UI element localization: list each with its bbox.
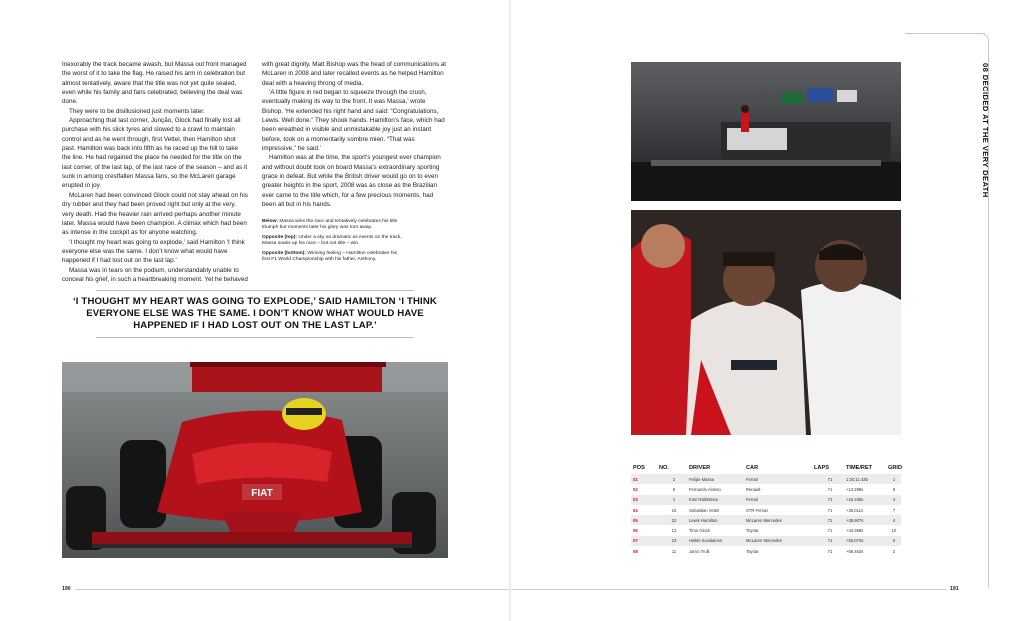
car-sponsor-text: FIAT — [251, 488, 273, 499]
cell-driver: Timo Glock — [689, 528, 711, 534]
cell-car: Toyota — [746, 548, 759, 554]
caption-label: Opposite (bottom): — [262, 250, 307, 256]
table-row — [631, 515, 901, 525]
caption-text: Under a sky as dramatic as events on the track, Massa soaks up his race – but not title – win. — [262, 234, 402, 247]
page-number-left: 190 — [62, 586, 71, 592]
race-results-table — [631, 462, 901, 556]
body-paragraph: Approaching that last corner, Junção, Glock had finally lost all purchase with his slick tyres and slowed to a crawl to maintain control and as he went through, first Vettel, then Hamilton shot past. Hamilton was back into fifth as he raced up the hill to take the line. He had regained the place he needed for the title on the last corner, of the last lap, of the last race of the season – and as it sunk in among crestfallen Massa fans, so the McLaren garage erupted in joy. — [62, 117, 248, 190]
body-paragraph: with great dignity. Matt Bishop was the head of communications at McLaren in 2008 and later recalled events as he helped Hamilton deal with a heaving throng of media. — [262, 61, 446, 87]
cell-laps: 71 — [827, 528, 833, 534]
footer-rule-left — [75, 589, 508, 590]
body-paragraph: Massa was in tears on the podium, understandably unable to conceal his grief, in such a heartbreaking moment. Yet he behaved — [62, 266, 248, 283]
table-row — [631, 505, 901, 515]
cell-car: Ferrari — [746, 497, 759, 503]
cell-pos: 06 — [633, 528, 638, 534]
cell-no: 12 — [671, 528, 677, 534]
caption-below — [262, 219, 402, 232]
cell-grid: 2 — [892, 548, 896, 554]
page-number-right: 191 — [950, 586, 959, 592]
body-paragraph: They were to be disillusioned just moments later. — [69, 107, 205, 115]
cell-pos: 04 — [633, 507, 638, 513]
cell-grid: 6 — [892, 486, 896, 492]
cell-laps: 71 — [827, 507, 833, 513]
cell-time: 1:34:11.435 — [846, 476, 868, 482]
celebration-photo — [631, 210, 901, 435]
caption-opposite-bottom — [262, 251, 402, 264]
cell-car: Ferrari — [746, 476, 759, 482]
body-paragraph: ‘A little figure in red began to squeeze through the crush, eventually making its way to the front. It was Massa,’ wrote Bishop. ‘He extended his right hand and said: “Congratulations, Lewis. Well done.” They shook hands. Hamilton’s face, which had been wreathed in visible and unmistakable joy just an instant before, took on a momentarily sombre mien. “That was impressive,” he said.’ — [262, 89, 445, 153]
pull-quote: ‘I THOUGHT MY HEART WAS GOING TO EXPLODE,’ SAID HAMILTON ‘I THINK EVERYONE ELSE WAS THE SAME. I DON’T KNOW WHAT WOULD HAVE HAPPENED IF I HAD LOST OUT ON THE LAST LAP.’ — [72, 296, 438, 332]
cell-grid: 5 — [892, 538, 896, 544]
cell-no: 22 — [671, 517, 677, 523]
table-row — [631, 474, 901, 484]
cell-car: Renault — [746, 486, 761, 492]
cell-no: 11 — [671, 548, 677, 554]
cell-no: 23 — [671, 538, 677, 544]
cell-time: +55.074s — [846, 538, 864, 544]
cell-driver: Fernando Alonso — [689, 486, 721, 492]
cell-time: +68.463s — [846, 548, 864, 554]
table-row — [631, 495, 901, 505]
cell-car: McLaren Mercedes — [746, 517, 782, 523]
cell-driver: Jarno Trulli — [689, 548, 710, 554]
cell-pos: 05 — [633, 517, 638, 523]
caption-text: Massa wins the race and tentatively celebrates his title triumph but moments later his glory was torn away. — [262, 219, 398, 231]
body-paragraph: Hamilton was at the time, the sport’s youngest ever champion and without doubt took on board Massa’s extraordinary sporting grace in defeat. But while the British driver would go on to even greater heights in the sport, 2008 was as close as the Brazilian ever came to the title which, for a few precious moments, had been all but in his hands. — [262, 154, 441, 209]
cell-driver: Kimi Räikkönen — [689, 497, 719, 503]
header-time: TIME/RET — [846, 465, 873, 471]
cell-grid: 1 — [892, 476, 896, 482]
cell-grid: 10 — [891, 528, 897, 534]
caption-label: Opposite (top): — [262, 234, 298, 240]
table-row — [631, 536, 901, 546]
cell-driver: Felipe Massa — [689, 476, 714, 482]
header-laps: LAPS — [814, 465, 829, 471]
cell-no: 5 — [672, 486, 676, 492]
cell-no: 2 — [672, 476, 676, 482]
cell-driver: Heikki Kovalainen — [689, 538, 723, 544]
quote-rule-top — [96, 290, 414, 291]
photo-captions — [262, 219, 402, 266]
cell-time: +38.011s — [846, 507, 864, 513]
cell-laps: 71 — [827, 497, 833, 503]
header-no: NO. — [659, 465, 669, 471]
cell-pos: 02 — [633, 486, 638, 492]
results-header — [631, 462, 901, 474]
body-column-1 — [62, 60, 248, 284]
table-row — [631, 546, 901, 556]
cell-driver: Lewis Hamilton — [689, 517, 718, 523]
results-body — [631, 474, 901, 556]
frame-line-top — [905, 33, 985, 34]
body-paragraph: McLaren had been convinced Glock could not stay ahead on his dry rubber and they had been proved right but only at the very, very death. Had the heavier rain arrived perhaps another minute later, Massa would have been champion. A climax which had been as intense in the cockpit as for anyone watching. — [62, 191, 248, 237]
cell-grid: 3 — [892, 497, 896, 503]
cell-car: Toyota — [746, 528, 759, 534]
cell-no: 15 — [671, 507, 677, 513]
quote-rule-bottom — [96, 337, 414, 338]
chapter-side-title: 08 DECIDED AT THE VERY DEATH — [981, 63, 990, 198]
cell-pos: 07 — [633, 538, 638, 544]
cell-pos: 08 — [633, 548, 638, 554]
cell-pos: 03 — [633, 497, 638, 503]
cell-time: +16.235s — [846, 497, 864, 503]
header-grid: GRID — [888, 465, 902, 471]
body-column-2 — [262, 60, 448, 210]
cell-time: +13.298s — [846, 486, 864, 492]
cell-time: +38.907s — [846, 517, 864, 523]
table-row — [631, 525, 901, 535]
cell-car: McLaren Mercedes — [746, 538, 782, 544]
cell-car: STR Ferrari — [746, 507, 768, 513]
cell-laps: 71 — [827, 476, 833, 482]
footer-rule-right — [511, 589, 947, 590]
book-spine — [509, 0, 511, 621]
table-row — [631, 484, 901, 494]
cell-grid: 4 — [892, 517, 896, 523]
body-paragraph: Inexorably the track became awash, but Massa out front managed the worst of it to take the flag. He raised his arm in celebration but almost tentatively, aware that the title was not yet quite sealed, even while his family and fans celebrated, believing the deal was done. — [62, 61, 247, 106]
header-driver: DRIVER — [689, 465, 711, 471]
cell-grid: 7 — [892, 507, 896, 513]
cell-laps: 71 — [827, 486, 833, 492]
body-paragraph: ‘I thought my heart was going to explode,’ said Hamilton ‘I think everyone else was the same. I don’t know what would have happened if I had lost out on the last lap.’ — [62, 238, 245, 265]
cell-driver: Sebastian Vettel — [689, 507, 720, 513]
cell-time: +44.368s — [846, 528, 864, 534]
ferrari-car-photo — [62, 362, 448, 558]
cell-laps: 71 — [827, 548, 833, 554]
cell-laps: 71 — [827, 538, 833, 544]
podium-photo — [631, 62, 901, 201]
cell-no: 1 — [672, 497, 676, 503]
cell-laps: 71 — [827, 517, 833, 523]
caption-label: Below: — [262, 219, 279, 224]
caption-text: Winning feeling – Hamilton celebrates his first F1 World Championship with his father, Anthony. — [262, 250, 398, 263]
header-car: CAR — [746, 465, 759, 471]
cell-pos: 01 — [633, 476, 638, 482]
header-pos: POS — [633, 465, 645, 471]
caption-opposite-top — [262, 235, 402, 248]
